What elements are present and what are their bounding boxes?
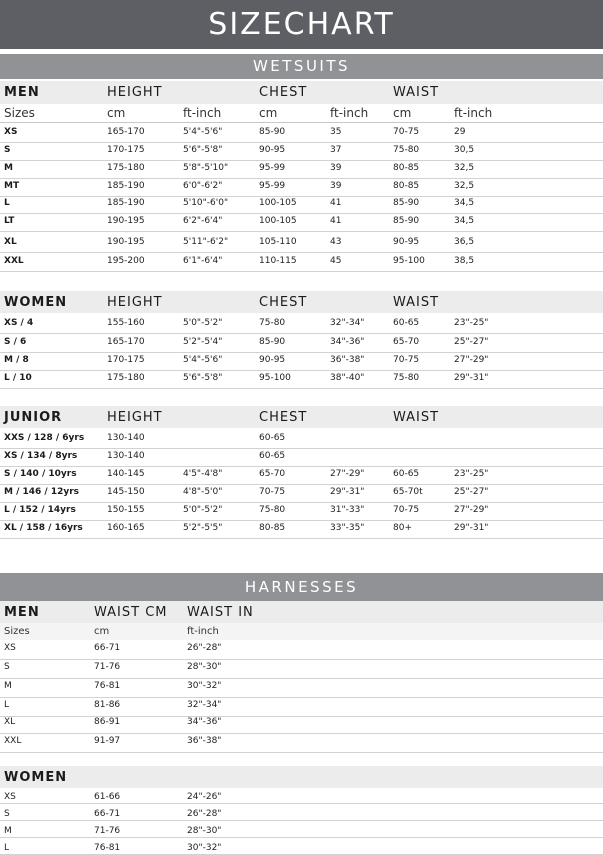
cell-chest-cm: 100-105 [259,216,297,226]
cell-waist-in: 28"-30" [187,662,222,672]
cell-height-cm: 195-200 [107,256,145,266]
cell-size: S [4,145,11,155]
cell-waist-cm: 80+ [393,523,412,533]
cell-height-ft: 5'10"-6'0" [183,198,229,208]
cell-chest-ft: 27"-29" [330,469,365,479]
cell-size: L [4,843,10,853]
cell-chest-ft: 36"-38" [330,355,365,365]
cell-waist-cm: 71-76 [94,662,121,672]
cell-size: S [4,809,10,819]
cell-height-ft: 6'2"-6'4" [183,216,223,226]
harness-men-header-band [0,601,603,623]
cell-waist-cm: 91-97 [94,736,121,746]
cell-size: L [4,700,10,710]
cell-waist-ft: 34,5 [454,198,475,208]
cell-height-cm: 170-175 [107,145,145,155]
table-row [0,160,603,179]
cell-waist-cm: 60-65 [393,318,420,328]
cell-waist-in: 32"-34" [187,700,222,710]
wetsuits-women-waist-header: WAIST [393,295,440,310]
cell-height-ft: 4'8"-5'0" [183,487,223,497]
cell-size: XS [4,792,16,802]
wetsuits-junior-label: JUNIOR [4,410,63,425]
cell-waist-ft: 38,5 [454,256,475,266]
table-row [0,448,603,467]
wetsuits-men-label: MEN [4,85,40,100]
cell-chest-cm: 85-90 [259,337,286,347]
cell-height-cm: 190-195 [107,216,145,226]
cell-size: XS [4,127,18,137]
cell-size: XL / 158 / 16yrs [4,523,83,533]
cell-waist-in: 30"-32" [187,843,222,853]
cell-waist-ft: 30,5 [454,145,475,155]
table-row [0,789,603,804]
wetsuits-junior-chest-header: CHEST [259,410,308,425]
cell-height-ft: 5'4"-5'6" [183,355,223,365]
cell-height-ft: 5'4"-5'6" [183,127,223,137]
cell-height-ft: 5'6"-5'8" [183,373,223,383]
cell-waist-in: 24"-26" [187,792,222,802]
cell-height-cm: 150-155 [107,505,145,515]
cell-size: XXL [4,256,24,266]
cell-height-cm: 130-140 [107,433,145,443]
harness-waist-in-header: WAIST IN [187,605,254,620]
cell-waist-ft: 29 [454,127,466,137]
cell-size: M [4,681,12,691]
cell-waist-ft: 25"-27" [454,487,489,497]
cell-height-ft: 5'0"-5'2" [183,318,223,328]
cell-waist-cm: 90-95 [393,237,420,247]
cell-waist-in: 28"-30" [187,826,222,836]
cell-size: L / 10 [4,373,32,383]
cell-size: M / 146 / 12yrs [4,487,80,497]
cell-size: S / 6 [4,337,27,347]
cell-chest-ft: 29"-31" [330,487,365,497]
cell-waist-in: 36"-38" [187,736,222,746]
table-row [0,430,603,449]
cell-waist-in: 26"-28" [187,643,222,653]
table-row [0,502,603,521]
cell-waist-ft: 36,5 [454,237,475,247]
cell-height-cm: 155-160 [107,318,145,328]
table-row [0,352,603,371]
cell-chest-ft: 45 [330,256,342,266]
cell-chest-cm: 60-65 [259,451,286,461]
cell-waist-ft: 32,5 [454,181,475,191]
cell-waist-in: 34"-36" [187,717,222,727]
cell-height-cm: 175-180 [107,163,145,173]
cell-chest-ft: 32"-34" [330,318,365,328]
cell-waist-cm: 85-90 [393,198,420,208]
table-row [0,213,603,232]
table-row [0,520,603,539]
cell-size: XXL [4,736,22,746]
wetsuits-waist-ft-subheader: ft-inch [454,106,493,120]
cell-size: L / 152 / 14yrs [4,505,76,515]
table-row [0,234,603,253]
page-title: SIZECHART [0,0,603,49]
table-row [0,315,603,334]
cell-waist-ft: 34,5 [454,216,475,226]
cell-size: XS [4,643,16,653]
cell-size: XS / 134 / 8yrs [4,451,78,461]
cell-height-cm: 140-145 [107,469,145,479]
cell-waist-ft: 32,5 [454,163,475,173]
table-row [0,253,603,272]
wetsuits-sizes-subheader: Sizes [4,106,35,120]
cell-height-ft: 5'8"-5'10" [183,163,229,173]
cell-waist-cm: 60-65 [393,469,420,479]
cell-height-ft: 5'11"-6'2" [183,237,229,247]
table-row [0,334,603,353]
harness-women-label: WOMEN [4,770,68,785]
wetsuits-women-chest-header: CHEST [259,295,308,310]
wetsuits-men-chest-header: CHEST [259,85,308,100]
cell-waist-in: 26"-28" [187,809,222,819]
cell-chest-ft: 37 [330,145,342,155]
cell-waist-cm: 70-75 [393,127,420,137]
cell-chest-ft: 35 [330,127,342,137]
table-row [0,142,603,161]
cell-height-ft: 6'0"-6'2" [183,181,223,191]
cell-chest-cm: 90-95 [259,355,286,365]
cell-chest-cm: 85-90 [259,127,286,137]
cell-height-cm: 170-175 [107,355,145,365]
table-row [0,714,603,734]
cell-chest-cm: 75-80 [259,505,286,515]
cell-waist-cm: 76-81 [94,843,121,853]
cell-height-ft: 5'6"-5'8" [183,145,223,155]
wetsuits-section-title: WETSUITS [0,54,603,79]
cell-size: S / 140 / 10yrs [4,469,77,479]
cell-height-cm: 175-180 [107,373,145,383]
harness-sizes-subheader: Sizes [4,626,30,637]
cell-waist-ft: 23"-25" [454,469,489,479]
table-row [0,484,603,503]
cell-size: LT [4,216,15,226]
cell-height-cm: 165-170 [107,337,145,347]
table-row [0,124,603,143]
cell-waist-cm: 80-85 [393,163,420,173]
cell-waist-ft: 27"-29" [454,355,489,365]
cell-size: XL [4,717,16,727]
wetsuits-chest-ft-subheader: ft-inch [330,106,369,120]
harness-waist-cm-header: WAIST CM [94,605,168,620]
cell-chest-ft: 43 [330,237,342,247]
cell-waist-cm: 70-75 [393,355,420,365]
cell-size: XXS / 128 / 6yrs [4,433,85,443]
wetsuits-waist-cm-subheader: cm [393,106,412,120]
wetsuits-women-label: WOMEN [4,295,68,310]
cell-chest-cm: 105-110 [259,237,297,247]
cell-size: XL [4,237,17,247]
cell-chest-ft: 38"-40" [330,373,365,383]
table-row [0,733,603,753]
table-row [0,659,603,679]
cell-waist-cm: 86-91 [94,717,121,727]
cell-height-cm: 165-170 [107,127,145,137]
cell-waist-cm: 70-75 [393,505,420,515]
cell-chest-cm: 95-100 [259,373,291,383]
cell-waist-cm: 75-80 [393,145,420,155]
cell-size: M [4,163,13,173]
cell-waist-in: 30"-32" [187,681,222,691]
cell-size: L [4,198,10,208]
cell-chest-cm: 65-70 [259,469,286,479]
harness-women-header-band [0,766,603,788]
wetsuits-junior-waist-header: WAIST [393,410,440,425]
cell-chest-cm: 110-115 [259,256,297,266]
cell-size: M [4,826,12,836]
cell-chest-ft: 31"-33" [330,505,365,515]
cell-chest-cm: 75-80 [259,318,286,328]
cell-height-cm: 185-190 [107,181,145,191]
table-row [0,466,603,485]
cell-waist-cm: 61-66 [94,792,121,802]
cell-chest-cm: 95-99 [259,181,286,191]
cell-waist-cm: 71-76 [94,826,121,836]
table-row [0,640,603,660]
cell-waist-cm: 75-80 [393,373,420,383]
table-row [0,678,603,698]
cell-chest-ft: 41 [330,198,342,208]
cell-waist-cm: 66-71 [94,643,121,653]
cell-waist-cm: 65-70t [393,487,423,497]
table-row [0,195,603,214]
wetsuits-men-height-header: HEIGHT [107,85,163,100]
cell-chest-ft: 34"-36" [330,337,365,347]
cell-height-ft: 6'1"-6'4" [183,256,223,266]
cell-chest-cm: 100-105 [259,198,297,208]
cell-chest-cm: 80-85 [259,523,286,533]
wetsuits-height-cm-subheader: cm [107,106,126,120]
wetsuits-women-height-header: HEIGHT [107,295,163,310]
cell-size: XS / 4 [4,318,34,328]
wetsuits-chest-cm-subheader: cm [259,106,278,120]
cell-chest-cm: 95-99 [259,163,286,173]
cell-height-cm: 160-165 [107,523,145,533]
cell-size: MT [4,181,20,191]
cell-waist-ft: 29"-31" [454,373,489,383]
cell-waist-ft: 27"-29" [454,505,489,515]
cell-height-cm: 185-190 [107,198,145,208]
cell-waist-cm: 85-90 [393,216,420,226]
cell-height-cm: 145-150 [107,487,145,497]
harness-cm-subheader: cm [94,626,110,637]
table-row [0,840,603,855]
cell-waist-ft: 23"-25" [454,318,489,328]
cell-height-cm: 130-140 [107,451,145,461]
cell-height-ft: 5'2"-5'4" [183,337,223,347]
harness-men-label: MEN [4,605,40,620]
wetsuits-men-waist-header: WAIST [393,85,440,100]
cell-height-cm: 190-195 [107,237,145,247]
cell-waist-cm: 80-85 [393,181,420,191]
cell-size: S [4,662,10,672]
cell-waist-cm: 76-81 [94,681,121,691]
cell-height-ft: 5'0"-5'2" [183,505,223,515]
cell-waist-cm: 81-86 [94,700,121,710]
harness-subheader-band [0,623,603,640]
table-row [0,823,603,838]
wetsuits-height-ft-subheader: ft-inch [183,106,222,120]
cell-chest-ft: 39 [330,181,342,191]
harness-ft-subheader: ft-inch [187,626,219,637]
cell-waist-cm: 65-70 [393,337,420,347]
cell-chest-cm: 70-75 [259,487,286,497]
cell-waist-ft: 25"-27" [454,337,489,347]
cell-chest-cm: 90-95 [259,145,286,155]
table-row [0,370,603,389]
cell-waist-cm: 95-100 [393,256,425,266]
cell-size: M / 8 [4,355,29,365]
cell-chest-ft: 39 [330,163,342,173]
cell-chest-ft: 41 [330,216,342,226]
divider [0,122,603,123]
cell-chest-ft: 33"-35" [330,523,365,533]
wetsuits-junior-height-header: HEIGHT [107,410,163,425]
cell-chest-cm: 60-65 [259,433,286,443]
table-row [0,806,603,821]
harnesses-section-title: HARNESSES [0,573,603,601]
cell-waist-ft: 29"-31" [454,523,489,533]
cell-height-ft: 5'2"-5'5" [183,523,223,533]
cell-waist-cm: 66-71 [94,809,121,819]
cell-height-ft: 4'5"-4'8" [183,469,223,479]
